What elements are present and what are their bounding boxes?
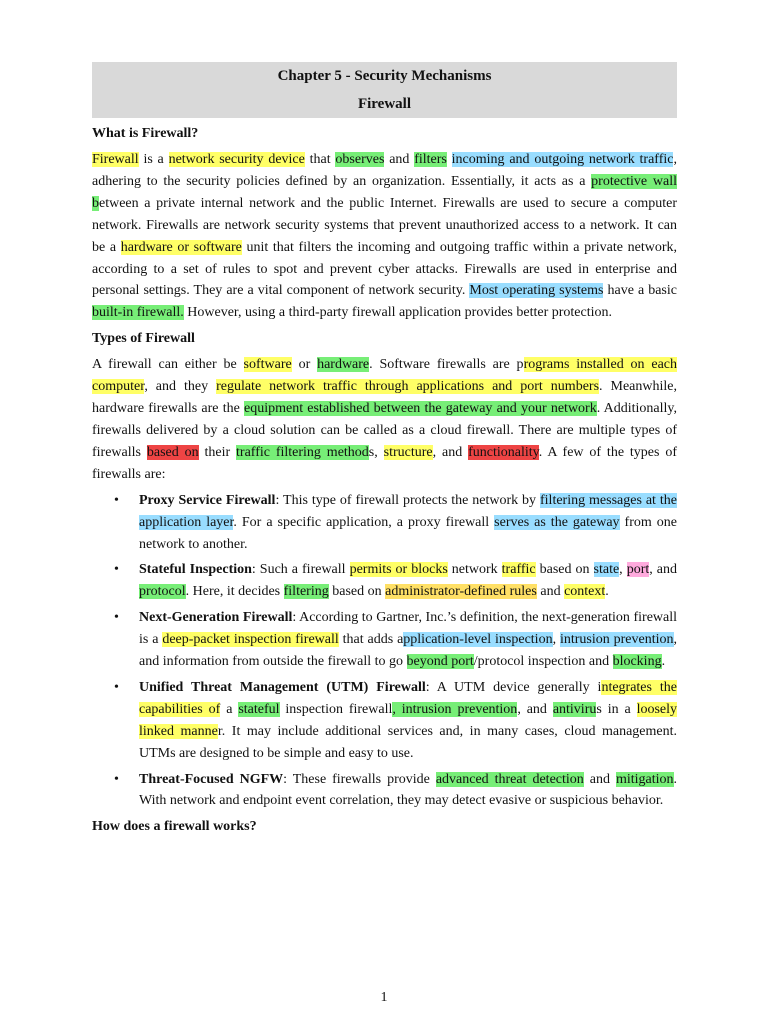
page-number: 1 xyxy=(380,990,388,1005)
list-item: • Proxy Service Firewall: This type of firewall protects the network by filtering messages at the application layer. For a specific application, a proxy firewall serves as the gateway from one network to another. xyxy=(114,492,677,552)
section-heading-what-is-firewall: What is Firewall? xyxy=(92,126,199,141)
topic-title: Firewall xyxy=(357,96,412,112)
document-page xyxy=(92,62,677,838)
chapter-title: Chapter 5 - Security Mechanisms xyxy=(277,68,492,84)
paragraph-what-is-firewall: Firewall is a network security device that observes and filters incoming and outgoing network traffic, adhering to the security policies defined by an organization. Essentially, it acts as a protective wall between a private internal network and the public Internet. Firewalls are used to secure a computer network. Firewalls are network security systems that prevent unauthorized access to a network. It can be a hardware or software unit that filters the incoming and outgoing traffic within a private network, according to a set of rules to spot and prevent cyber attacks. Firewalls are used in enterprise and personal settings. They are a vital component of network security. Most operating systems have a basic built-in firewall. However, using a third-party firewall application provides better protection. xyxy=(92,152,677,321)
chapter-title-box xyxy=(92,62,677,118)
paragraph-types-of-firewall: A firewall can either be software or hardware. Software firewalls are programs installed on each computer, and they regulate network traffic through applications and port numbers. Meanwhile, hardware firewalls are the equipment established between the gateway and your network. Additionally, firewalls delivered by a cloud solution can be called as a cloud firewall. There are multiple types of firewalls based on their traffic filtering methods, structure, and functionality. A few of the types of firewalls are: xyxy=(92,357,677,482)
list-item: • Next-Generation Firewall: According to Gartner, Inc.’s definition, the next-generation firewall is a deep-packet inspection firewall that adds application-level inspection, intrusion prevention, and information from outside the firewall to go beyond port/protocol inspection and blocking. xyxy=(114,610,678,670)
firewall-types-list xyxy=(92,490,677,813)
section-heading-types-of-firewall: Types of Firewall xyxy=(92,331,195,347)
list-item: • Unified Threat Management (UTM) Firewall: A UTM device generally integrates the capabilities of a stateful inspection firewall, intrusion prevention, and antivirus in a loosely linked manner. It may include additional services and, in many cases, cloud management. UTMs are designed to be simple and easy to use. xyxy=(114,679,678,761)
list-item: • Threat-Focused NGFW: These firewalls provide advanced threat detection and mitigation. With network and endpoint event correlation, they may detect evasive or suspicious behavior. xyxy=(114,771,677,809)
section-heading-how-firewall-works: How does a firewall works? xyxy=(92,819,257,835)
list-item: • Stateful Inspection: Such a firewall permits or blocks network traffic based on state, port, and protocol. Here, it decides filtering based on administrator-defined rules and context. xyxy=(114,562,677,600)
